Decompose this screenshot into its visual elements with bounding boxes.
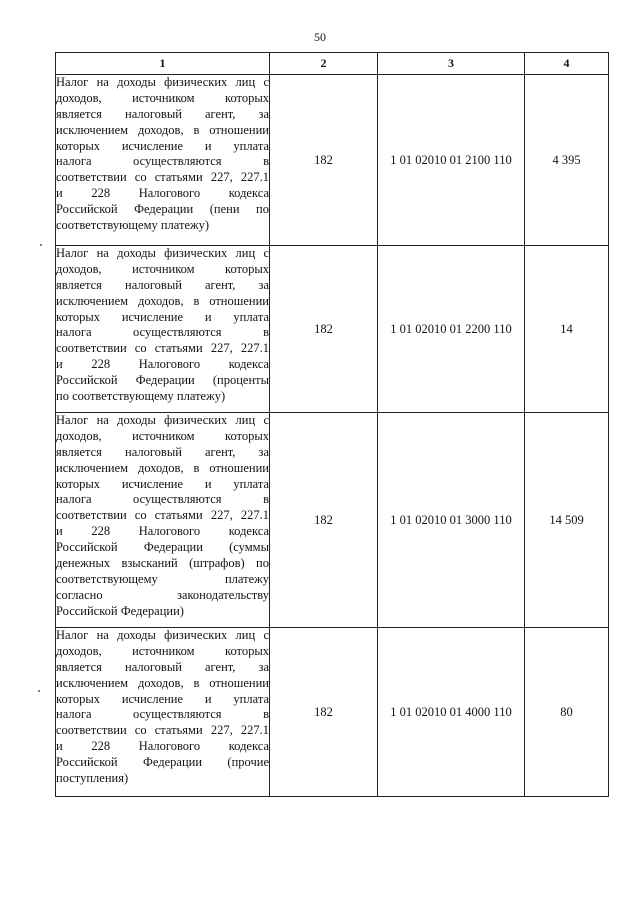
description-line: поступления) (56, 771, 129, 786)
income-description-cell (56, 75, 270, 246)
income-description-cell (56, 246, 270, 413)
description-line: Налог на доходы физических лиц с (56, 246, 269, 260)
description-line: Российской Федерации (проценты (56, 373, 269, 388)
description-line: Налог на доходы физических лиц с (56, 75, 269, 89)
table-row (56, 246, 609, 413)
column-header-2: 2 (270, 53, 378, 75)
description-line: является налоговый агент, за (56, 277, 269, 292)
table-row (56, 413, 609, 628)
budget-classification-code-cell: 1 01 02010 01 3000 110 (378, 413, 525, 628)
admin-code-cell: 182 (270, 413, 378, 628)
table-header-row (56, 53, 609, 75)
income-description-cell (56, 413, 270, 628)
description-line: является налоговый агент, за (56, 444, 269, 459)
description-line: исключением доходов, в отношении (56, 675, 269, 690)
description-line: и 228 Налогового кодекса (56, 739, 269, 754)
description-line: Российской Федерации (пени по (56, 202, 269, 217)
description-line: налога осуществляются в (56, 492, 269, 507)
description-line: которых исчисление и уплата (56, 138, 269, 153)
column-header-3: 3 (378, 53, 525, 75)
description-line: по соответствующему платежу) (56, 389, 226, 404)
amount-cell: 4 395 (525, 75, 609, 246)
budget-classification-code-cell: 1 01 02010 01 2200 110 (378, 246, 525, 413)
description-line: исключением доходов, в отношении (56, 122, 269, 137)
description-line: которых исчисление и уплата (56, 476, 269, 491)
description-line: соответствии со статьями 227, 227.1 (56, 723, 269, 738)
description-line: соответствующему платежу) (56, 218, 210, 233)
description-line: и 228 Налогового кодекса (56, 357, 269, 372)
budget-classification-code-cell: 1 01 02010 01 4000 110 (378, 628, 525, 797)
description-line: является налоговый агент, за (56, 106, 269, 121)
description-line: и 228 Налогового кодекса (56, 186, 269, 201)
page-number: 50 (314, 30, 326, 44)
description-line: исключением доходов, в отношении (56, 460, 269, 475)
column-header-4: 4 (525, 53, 609, 75)
description-line: Российской Федерации (суммы (56, 540, 269, 555)
description-line: соответствии со статьями 227, 227.1 (56, 341, 269, 356)
amount-cell: 14 (525, 246, 609, 413)
description-line: налога осуществляются в (56, 707, 269, 722)
description-line: налога осуществляются в (56, 154, 269, 169)
amount-cell: 80 (525, 628, 609, 797)
scan-speck (40, 244, 42, 246)
admin-code-cell: 182 (270, 75, 378, 246)
table-row (56, 628, 609, 797)
description-line: доходов, источником которых (56, 428, 269, 443)
description-line: доходов, источником которых (56, 90, 269, 105)
description-line: денежных взысканий (штрафов) по (56, 556, 269, 571)
description-line: налога осуществляются в (56, 325, 269, 340)
description-line: соответствии со статьями 227, 227.1 (56, 508, 269, 523)
description-line: Российской Федерации) (56, 603, 184, 618)
admin-code-cell: 182 (270, 628, 378, 797)
description-line: которых исчисление и уплата (56, 691, 269, 706)
amount-cell: 14 509 (525, 413, 609, 628)
admin-code-cell: 182 (270, 246, 378, 413)
column-header-1: 1 (56, 53, 270, 75)
description-line: которых исчисление и уплата (56, 309, 269, 324)
income-description-cell (56, 628, 270, 797)
description-line: соответствующему платежу (56, 571, 269, 586)
description-line: и 228 Налогового кодекса (56, 524, 269, 539)
description-line: доходов, источником которых (56, 261, 269, 276)
budget-classification-code-cell: 1 01 02010 01 2100 110 (378, 75, 525, 246)
description-line: соответствии со статьями 227, 227.1 (56, 170, 269, 185)
description-line: доходов, источником которых (56, 643, 269, 658)
description-line: согласно законодательству (56, 587, 269, 602)
description-line: Налог на доходы физических лиц с (56, 413, 269, 427)
description-line: исключением доходов, в отношении (56, 293, 269, 308)
description-line: Российской Федерации (прочие (56, 755, 269, 770)
description-line: Налог на доходы физических лиц с (56, 628, 269, 642)
revenue-table (55, 52, 609, 797)
description-line: является налоговый агент, за (56, 659, 269, 674)
scan-speck (38, 690, 40, 692)
table-row (56, 75, 609, 246)
